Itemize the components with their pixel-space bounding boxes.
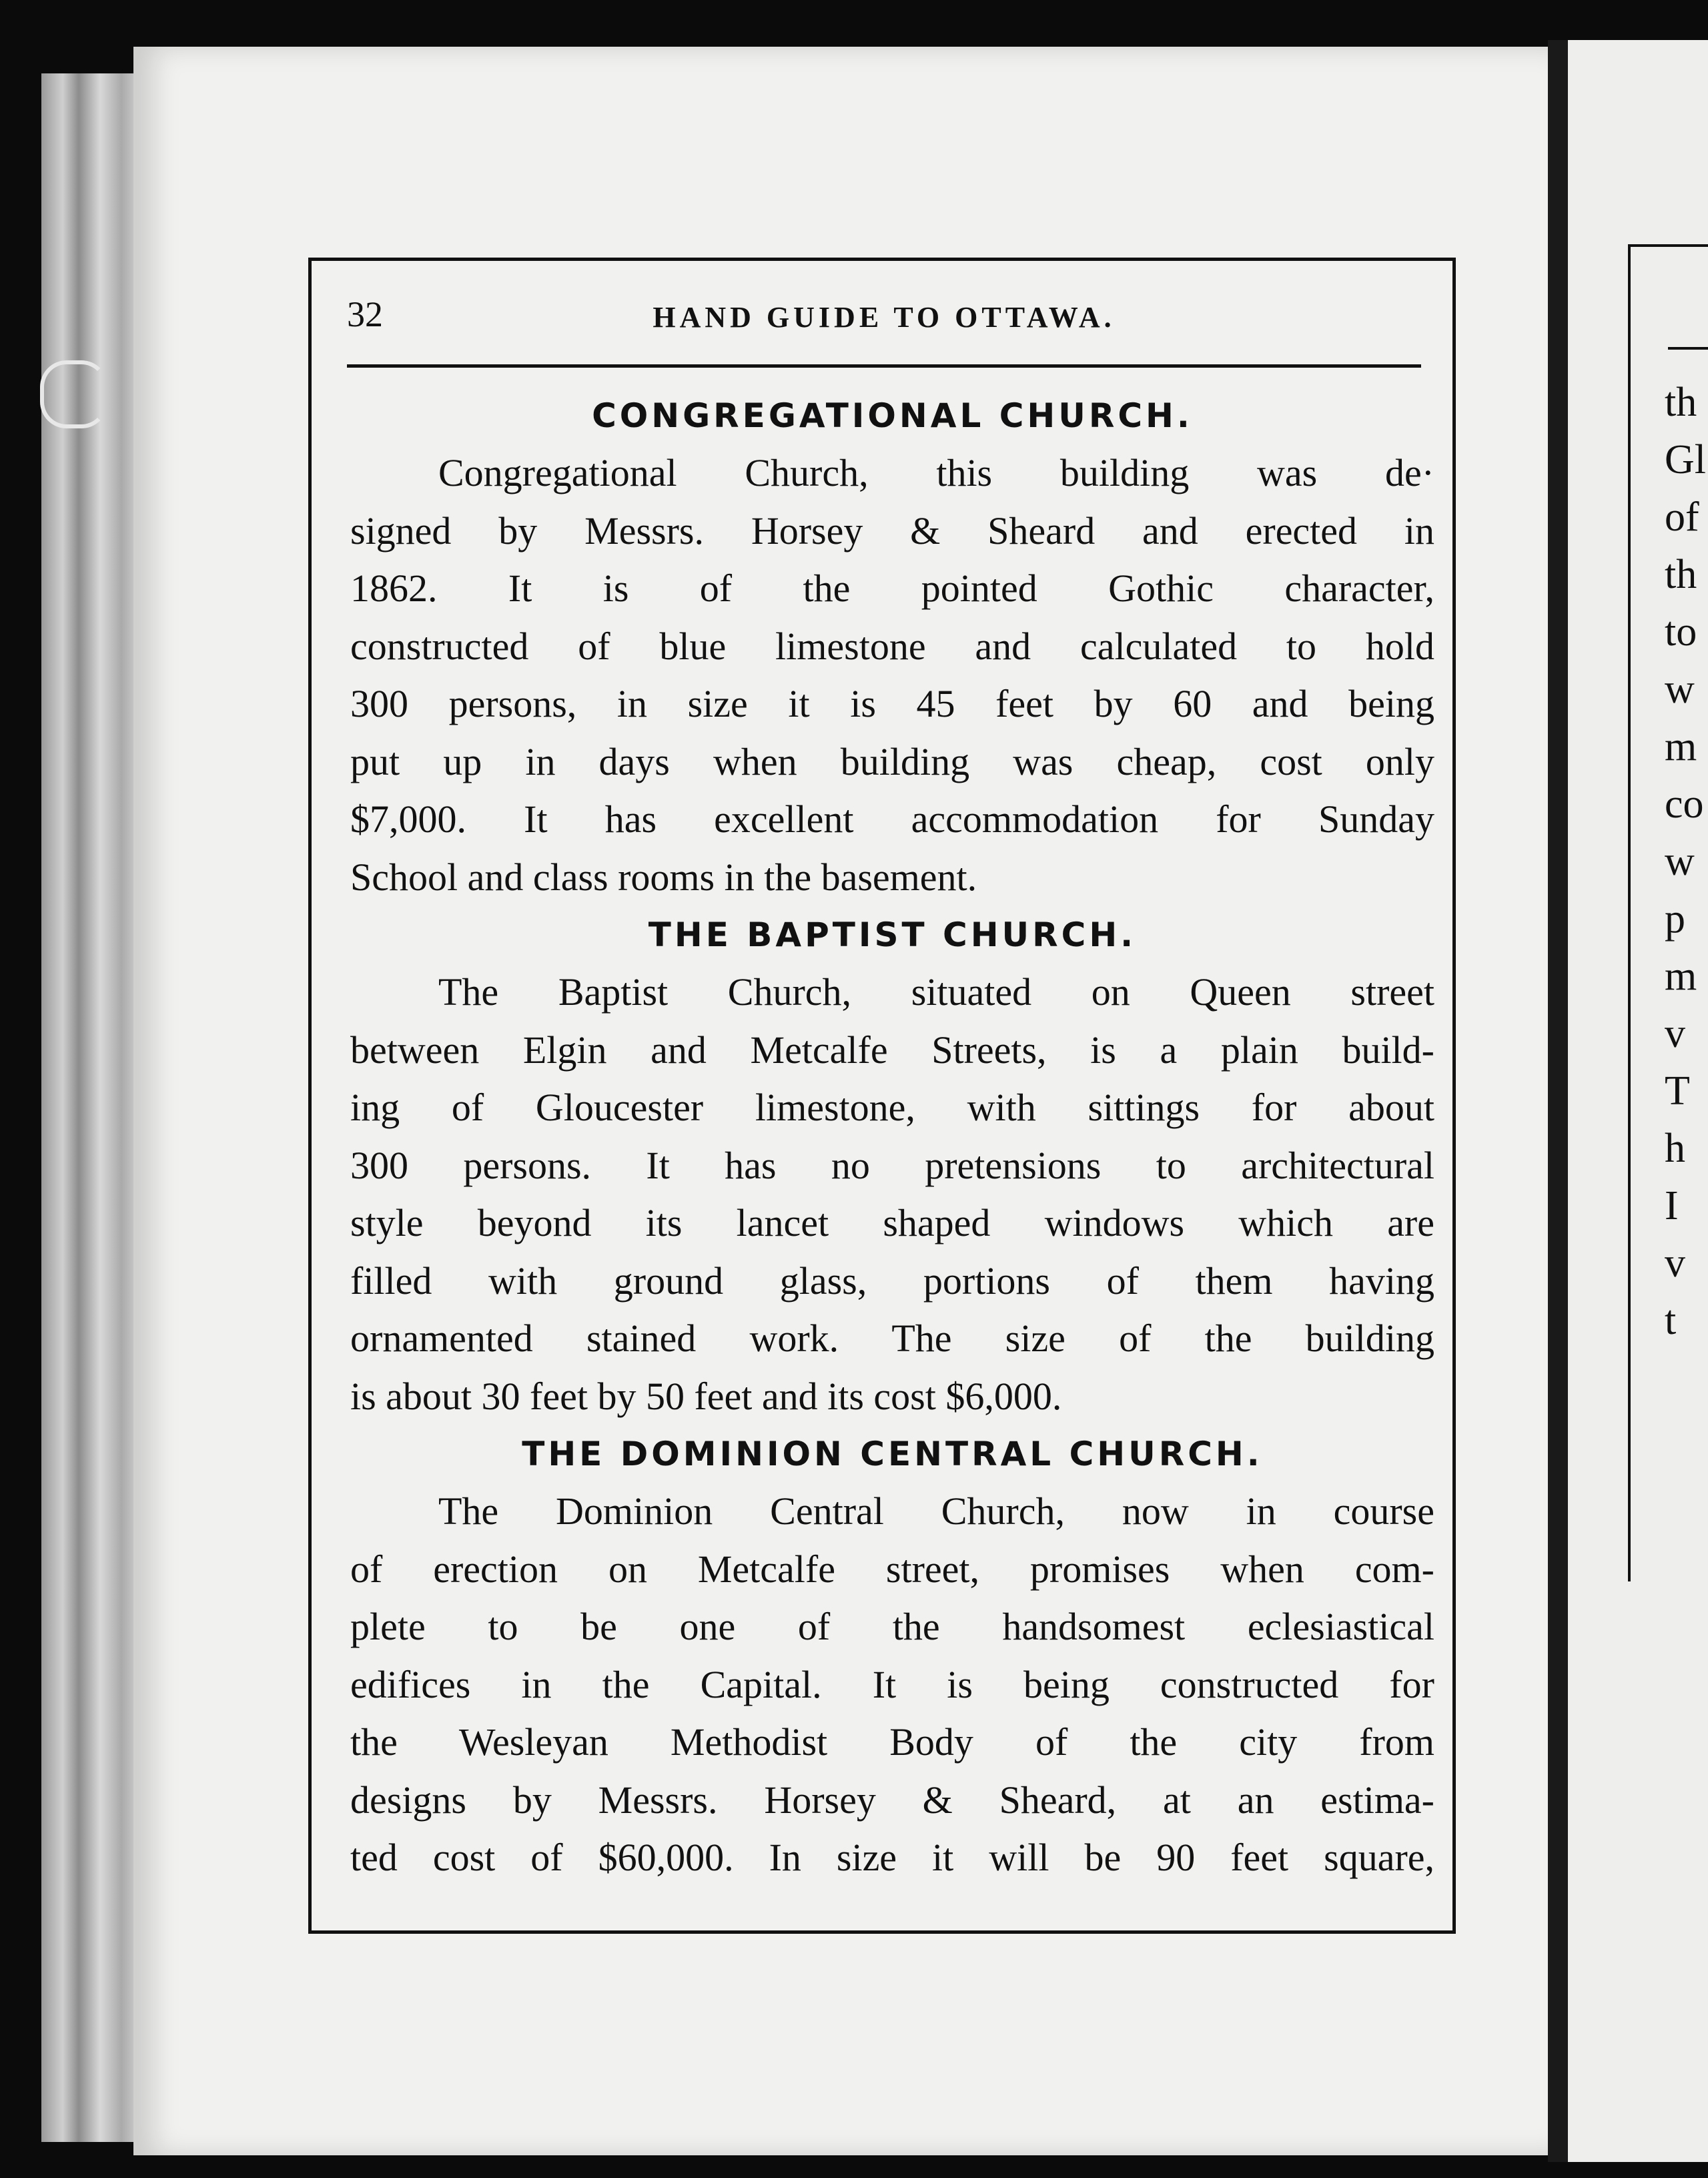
section-heading: CONGREGATIONAL CHURCH. (592, 396, 1193, 435)
text-line: ted cost of $60,000. In size it will be 90 feet square, (350, 1836, 1434, 1879)
paragraph (350, 1483, 1434, 1887)
right-page-fragment: T (1665, 1068, 1690, 1114)
text-line: the Wesleyan Methodist Body of the city from (350, 1720, 1434, 1764)
paragraph (350, 964, 1434, 1425)
text-line: ornamented stained work. The size of the building (350, 1317, 1434, 1360)
right-page-fragment: h (1665, 1126, 1685, 1171)
section-congregational (350, 387, 1434, 906)
running-title: HAND GUIDE TO OTTAWA. (653, 301, 1116, 334)
section-dominion-central (350, 1425, 1434, 1887)
text-line: is about 30 feet by 50 feet and its cost $6,000. (350, 1374, 1062, 1418)
right-page-fragment: m (1665, 954, 1697, 999)
right-page-fragment: w (1665, 667, 1695, 712)
text-line: put up in days when building was cheap, cost only (350, 739, 1434, 783)
text-line: 300 persons. It has no pretensions to architectural (350, 1143, 1434, 1187)
right-page-fragment: of (1665, 494, 1699, 540)
text-line: signed by Messrs. Horsey & Sheard and erected in (350, 508, 1434, 553)
text-line: School and class rooms in the basement. (350, 855, 977, 899)
page-header (347, 294, 1421, 340)
text-line: The Dominion Central Church, now in course (438, 1489, 1434, 1533)
paragraph (350, 444, 1434, 906)
right-page-fragment: w (1665, 839, 1695, 884)
section-heading: THE BAPTIST CHURCH. (648, 916, 1137, 954)
section-heading: THE DOMINION CENTRAL CHURCH. (522, 1435, 1263, 1473)
binding-thread (40, 360, 108, 428)
right-page-fragment: p (1665, 896, 1685, 942)
text-line: between Elgin and Metcalfe Streets, is a plain build- (350, 1028, 1434, 1072)
right-page-fragment: co (1665, 781, 1704, 827)
right-page-fragment: Gl (1665, 437, 1706, 482)
right-page-fragment: m (1665, 724, 1697, 769)
text-line: plete to be one of the handsomest eclesiastical (350, 1605, 1434, 1648)
right-page-fragment: th (1665, 552, 1697, 597)
book-gutter (1548, 40, 1568, 2162)
text-line: The Baptist Church, situated on Queen street (438, 970, 1434, 1014)
right-page-fragment: I (1665, 1183, 1679, 1228)
text-line: filled with ground glass, portions of them having (350, 1258, 1434, 1303)
right-page-fragment: v (1665, 1011, 1685, 1056)
text-line: 300 persons, in size it is 45 feet by 60 and being (350, 682, 1434, 725)
text-line: $7,000. It has excellent accommodation for Sunday (350, 797, 1434, 841)
text-line: designs by Messrs. Horsey & Sheard, at an estima- (350, 1778, 1434, 1822)
text-line: style beyond its lancet shaped windows which are (350, 1201, 1434, 1244)
right-page-fragment: t (1665, 1298, 1677, 1343)
right-page-fragment: th (1665, 380, 1697, 425)
text-line: 1862. It is of the pointed Gothic character, (350, 567, 1434, 610)
right-page-text-fragments (1665, 374, 1708, 1349)
text-line: Congregational Church, this building was de· (438, 451, 1434, 494)
text-line: of erection on Metcalfe street, promises when com- (350, 1547, 1434, 1591)
text-line: ing of Gloucester limestone, with sittings for about (350, 1086, 1434, 1129)
right-page-fragment: to (1665, 609, 1697, 655)
right-page-fragment: v (1665, 1240, 1685, 1286)
text-line: constructed of blue limestone and calculated to hold (350, 624, 1434, 668)
header-rule (347, 364, 1421, 368)
section-baptist (350, 906, 1434, 1425)
right-page-header-rule (1668, 347, 1708, 350)
page-number: 32 (347, 294, 383, 334)
page-body (350, 387, 1434, 1887)
text-line: edifices in the Capital. It is being constructed for (350, 1662, 1434, 1706)
